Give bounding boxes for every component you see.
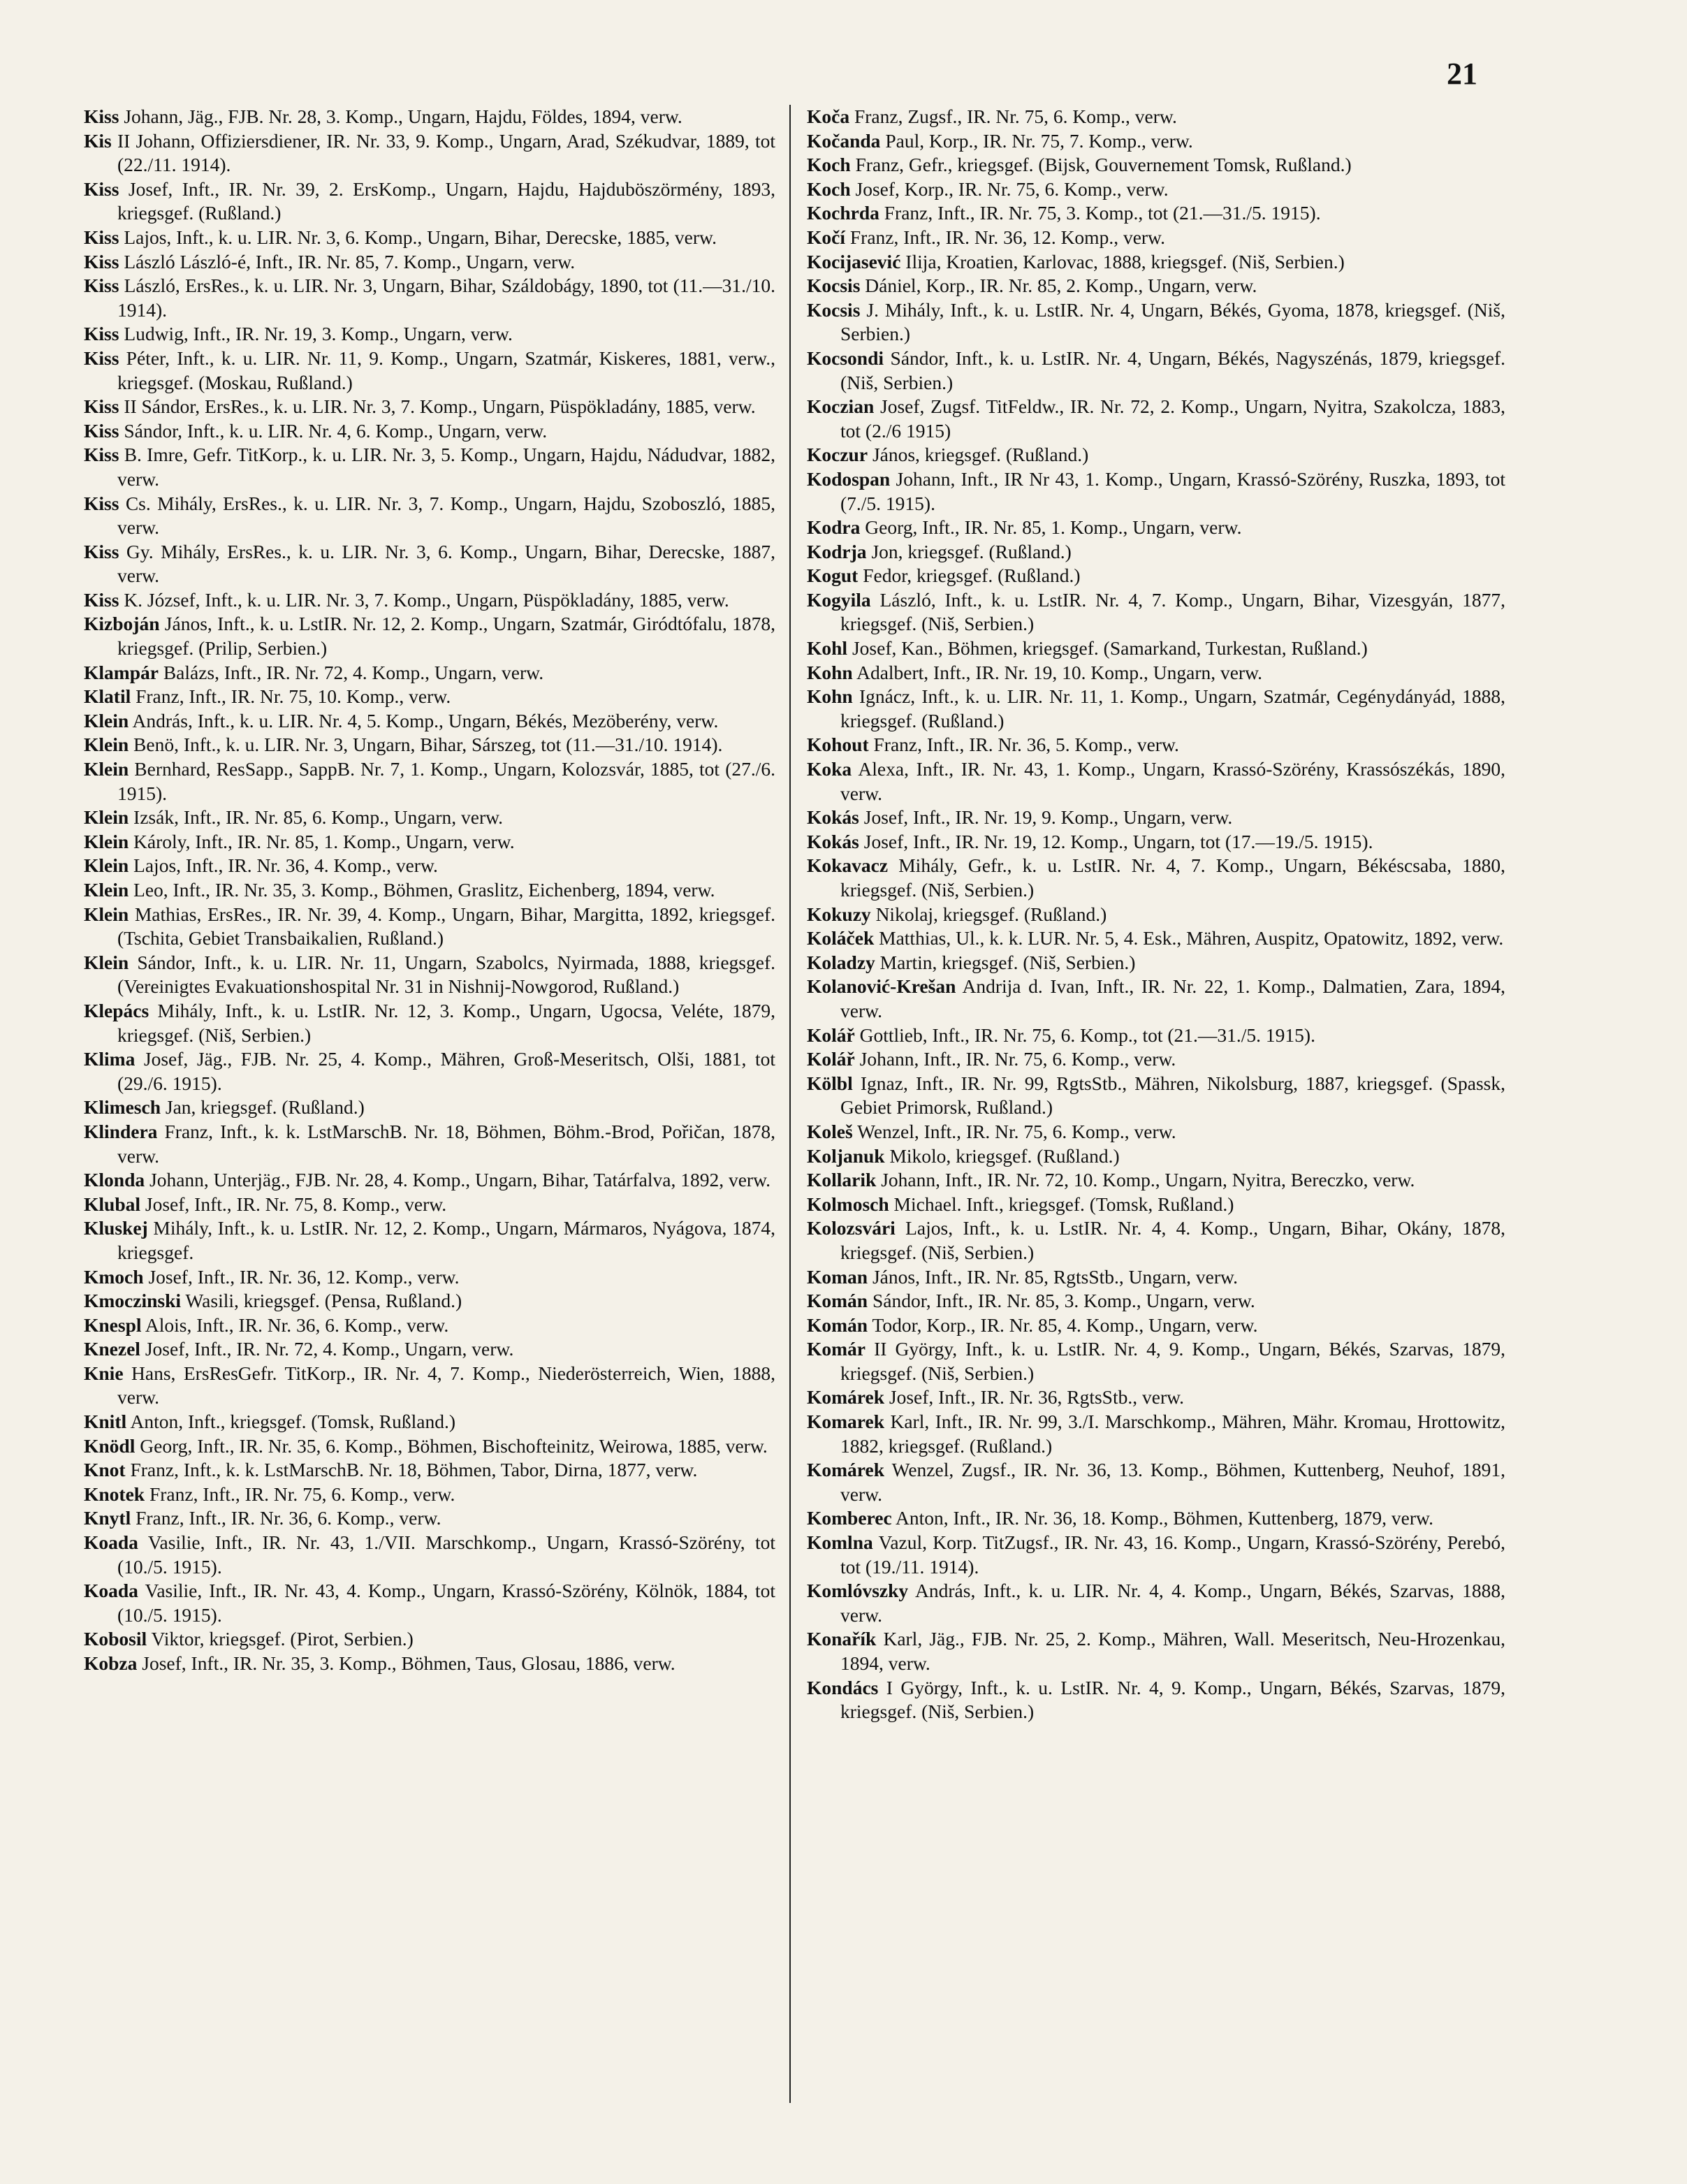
- entry-surname: Kohout: [807, 734, 869, 756]
- register-entry: [84, 1458, 775, 1483]
- entry-details: Josef, Inft., IR. Nr. 72, 4. Komp., Ungarn, verw.: [140, 1338, 514, 1360]
- entry-details: László László-é, Inft., IR. Nr. 85, 7. Komp., Ungarn, verw.: [119, 250, 576, 272]
- entry-details: Mihály, Inft., k. u. LstIR. Nr. 12, 3. Komp., Ungarn, Ugocsa, Veléte, 1879, kriegsgef. (Niš, Serbien.): [117, 999, 775, 1046]
- register-entry: [807, 951, 1505, 975]
- entry-surname: Koláček: [807, 927, 875, 949]
- entry-surname: Klein: [84, 734, 129, 756]
- entry-surname: Kiss: [84, 395, 119, 418]
- register-entry: [84, 1193, 775, 1217]
- register-entry: [807, 636, 1505, 661]
- entry-surname: Koch: [807, 177, 851, 200]
- entry-details: Matthias, Ul., k. k. LUR. Nr. 5, 4. Esk., Mähren, Auspitz, Opatowitz, 1892, verw.: [874, 927, 1504, 949]
- entry-surname: Klimesch: [84, 1096, 161, 1119]
- entry-surname: Knytl: [84, 1507, 131, 1529]
- entry-details: Alexa, Inft., IR. Nr. 43, 1. Komp., Ungarn, Krassó-Szörény, Krassószékás, 1890, verw.: [840, 758, 1505, 804]
- register-entry: [84, 226, 775, 250]
- right-column: [807, 105, 1505, 1724]
- register-entry: [84, 661, 775, 685]
- register-entry: [84, 347, 775, 395]
- entry-surname: Kokuzy: [807, 903, 871, 925]
- entry-surname: Klein: [84, 903, 129, 925]
- entry-surname: Kollarik: [807, 1169, 877, 1191]
- entry-details: Franz, Inft., k. k. LstMarschB. Nr. 18, Böhmen, Tabor, Dirna, 1877, verw.: [125, 1459, 698, 1481]
- entry-details: Josef, Jäg., FJB. Nr. 25, 4. Komp., Mähren, Groß-Meseritsch, Olši, 1881, tot (29./6. 1915).: [117, 1048, 775, 1094]
- entry-details: Fedor, kriegsgef. (Rußland.): [858, 565, 1081, 587]
- register-entry: [84, 1531, 775, 1579]
- entry-details: Gottlieb, Inft., IR. Nr. 75, 6. Komp., tot (21.—31./5. 1915).: [854, 1024, 1315, 1046]
- entry-surname: Kmoch: [84, 1265, 144, 1288]
- entry-surname: Klima: [84, 1048, 136, 1070]
- register-entry: [807, 1627, 1505, 1675]
- entry-details: I György, Inft., k. u. LstIR. Nr. 4, 9. Komp., Ungarn, Békés, Szarvas, 1879, kriegsgef. (Niš, Serbien.): [840, 1676, 1505, 1723]
- entry-surname: Kiss: [84, 226, 119, 248]
- entry-details: Ludwig, Inft., IR. Nr. 19, 3. Komp., Ungarn, verw.: [119, 323, 513, 345]
- entry-surname: Koka: [807, 758, 852, 780]
- register-entry: [84, 443, 775, 491]
- entry-surname: Kizboján: [84, 613, 160, 635]
- register-entry: [807, 685, 1505, 733]
- register-entry: [84, 709, 775, 734]
- entry-surname: Komlna: [807, 1531, 873, 1554]
- register-entry: [807, 757, 1505, 806]
- entry-surname: Kis: [84, 129, 112, 152]
- register-entry: [84, 1265, 775, 1290]
- entry-surname: Kočí: [807, 226, 845, 248]
- register-entry: [807, 1676, 1505, 1724]
- register-entry: [807, 201, 1505, 226]
- entry-details: Anton, Inft., kriegsgef. (Tomsk, Rußland.): [126, 1411, 455, 1433]
- entry-details: Franz, Inft., IR. Nr. 75, 10. Komp., verw.: [131, 685, 451, 708]
- register-entry: [807, 443, 1505, 467]
- entry-surname: Klein: [84, 758, 129, 780]
- entry-surname: Kiss: [84, 275, 119, 297]
- register-entry: [807, 733, 1505, 757]
- entry-details: Mikolo, kriegsgef. (Rußland.): [884, 1144, 1120, 1167]
- entry-details: Lajos, Inft., k. u. LIR. Nr. 3, 6. Komp., Ungarn, Bihar, Derecske, 1885, verw.: [119, 226, 717, 248]
- entry-details: János, Inft., k. u. LstIR. Nr. 12, 2. Komp., Ungarn, Szatmár, Giródtófalu, 1878, kriegsgef. (Prilip, Serbien.): [117, 613, 775, 660]
- entry-details: László, Inft., k. u. LstIR. Nr. 4, 7. Komp., Ungarn, Bihar, Vizesgyán, 1877, kriegsgef. (Niš, Serbien.): [840, 588, 1505, 635]
- entry-details: Vazul, Korp. TitZugsf., IR. Nr. 43, 16. Komp., Ungarn, Krassó-Szörény, Perebó, tot (19./11. 1914).: [840, 1531, 1505, 1578]
- entry-details: II Johann, Offiziersdiener, IR. Nr. 33, 9. Komp., Ungarn, Arad, Székudvar, 1889, tot (22./11. 1914).: [111, 129, 775, 176]
- register-entry: [807, 1337, 1505, 1385]
- entry-surname: Kodra: [807, 516, 861, 539]
- entry-details: Ignaz, Inft., IR. Nr. 99, RgtsStb., Mähren, Nikolsburg, 1887, kriegsgef. (Spassk, Gebiet Primorsk, Rußland.): [840, 1072, 1505, 1119]
- entry-details: Wenzel, Inft., IR. Nr. 75, 6. Komp., verw.: [852, 1120, 1176, 1142]
- entry-details: J. Mihály, Inft., k. u. LstIR. Nr. 4, Ungarn, Békés, Gyoma, 1878, kriegsgef. (Niš, Serbien.): [840, 298, 1505, 345]
- entry-surname: Kocsis: [807, 275, 861, 297]
- entry-details: Josef, Inft., IR. Nr. 75, 8. Komp., verw.: [140, 1193, 447, 1215]
- entry-details: László, ErsRes., k. u. LIR. Nr. 3, Ungarn, Bihar, Száldobágy, 1890, tot (11.—31./10. 1914).: [117, 275, 775, 321]
- entry-details: Nikolaj, kriegsgef. (Rußland.): [870, 903, 1107, 925]
- register-entry: [807, 1072, 1505, 1120]
- entry-details: Mihály, Inft., k. u. LstIR. Nr. 12, 2. Komp., Ungarn, Mármaros, Nyágova, 1874, kriegsgef.: [117, 1217, 775, 1263]
- entry-details: Ignácz, Inft., k. u. LIR. Nr. 11, 1. Komp., Ungarn, Szatmár, Cegénydányád, 1888, kriegsgef. (Rußland.): [840, 685, 1505, 731]
- entry-surname: Kobza: [84, 1652, 138, 1674]
- register-entry: [807, 129, 1505, 154]
- entry-details: Todor, Korp., IR. Nr. 85, 4. Komp., Ungarn, verw.: [868, 1313, 1258, 1336]
- register-entry: [84, 1579, 775, 1627]
- entry-details: Josef, Kan., Böhmen, kriegsgef. (Samarkand, Turkestan, Rußland.): [847, 637, 1368, 660]
- entry-surname: Klindera: [84, 1120, 158, 1142]
- register-entry: [807, 1531, 1505, 1579]
- entry-surname: Kogut: [807, 565, 859, 587]
- entry-details: Jon, kriegsgef. (Rußland.): [866, 540, 1072, 562]
- entry-details: Alois, Inft., IR. Nr. 36, 6. Komp., verw.: [141, 1313, 449, 1336]
- register-entry: [807, 153, 1505, 177]
- entry-details: Wasili, kriegsgef. (Pensa, Rußland.): [181, 1290, 462, 1312]
- entry-details: Péter, Inft., k. u. LIR. Nr. 11, 9. Komp., Ungarn, Szatmár, Kiskeres, 1881, verw., kriegsgef. (Moskau, Rußland.): [117, 347, 775, 393]
- entry-surname: Kodrja: [807, 540, 867, 562]
- entry-surname: Kocijasević: [807, 250, 901, 272]
- entry-surname: Koczur: [807, 444, 868, 466]
- entry-details: Cs. Mihály, ErsRes., k. u. LIR. Nr. 3, 7. Komp., Ungarn, Hajdu, Szoboszló, 1885, verw.: [117, 492, 775, 539]
- entry-details: Franz, Inft., IR. Nr. 36, 5. Komp., verw.: [868, 734, 1179, 756]
- entry-details: Sándor, Inft., k. u. LstIR. Nr. 4, Ungarn, Békés, Nagyszénás, 1879, kriegsgef. (Niš, Serbien.): [840, 347, 1505, 393]
- entry-details: Sándor, Inft., k. u. LIR. Nr. 11, Ungarn, Szabolcs, Nyirmada, 1888, kriegsgef. (Vereinigtes Evakuationshospital Nr. 31 in Nishnij-Nowgorod, Rußland.): [117, 951, 775, 998]
- register-entry: [807, 1410, 1505, 1458]
- entry-details: Johann, Jäg., FJB. Nr. 28, 3. Komp., Ungarn, Hajdu, Földes, 1894, verw.: [119, 105, 682, 127]
- entry-surname: Kokás: [807, 806, 859, 829]
- entry-surname: Klein: [84, 879, 129, 901]
- register-entry: [807, 854, 1505, 902]
- register-entry: [84, 903, 775, 951]
- entry-surname: Koman: [807, 1265, 868, 1288]
- register-entry: [84, 1168, 775, 1193]
- register-entry: [807, 1458, 1505, 1506]
- entry-details: Josef, Inft., IR. Nr. 36, RgtsStb., verw.: [884, 1386, 1185, 1408]
- entry-details: Johann, Unterjäg., FJB. Nr. 28, 4. Komp., Ungarn, Bihar, Tatárfalva, 1892, verw.: [145, 1169, 771, 1191]
- register-entry: [807, 226, 1505, 250]
- entry-surname: Komár: [807, 1338, 866, 1360]
- entry-surname: Knie: [84, 1362, 124, 1384]
- entry-details: Dániel, Korp., IR. Nr. 85, 2. Komp., Ungarn, verw.: [860, 275, 1257, 297]
- entry-details: Josef, Inft., IR. Nr. 19, 12. Komp., Ungarn, tot (17.—19./5. 1915).: [859, 830, 1373, 852]
- register-entry: [807, 1144, 1505, 1169]
- register-entry: [807, 1216, 1505, 1265]
- register-entry: [807, 1265, 1505, 1290]
- entry-details: Lajos, Inft., IR. Nr. 36, 4. Komp., verw.: [129, 854, 438, 877]
- entry-details: Bernhard, ResSapp., SappB. Nr. 7, 1. Komp., Ungarn, Kolozsvár, 1885, tot (27./6. 1915).: [117, 758, 775, 804]
- entry-details: Sándor, Inft., k. u. LIR. Nr. 4, 6. Komp., Ungarn, verw.: [119, 419, 548, 442]
- register-entry: [807, 1120, 1505, 1144]
- entry-surname: Kohl: [807, 637, 848, 660]
- entry-surname: Kolozsvári: [807, 1217, 896, 1239]
- register-entry: [807, 564, 1505, 588]
- register-entry: [807, 1193, 1505, 1217]
- entry-details: Andrija d. Ivan, Inft., IR. Nr. 22, 1. Komp., Dalmatien, Zara, 1894, verw.: [840, 975, 1505, 1021]
- register-entry: [807, 1168, 1505, 1193]
- entry-surname: Kodospan: [807, 467, 891, 490]
- entry-surname: Komán: [807, 1290, 868, 1312]
- register-entry: [807, 467, 1505, 516]
- entry-details: Franz, Inft., IR. Nr. 75, 6. Komp., verw.: [145, 1483, 455, 1505]
- entry-surname: Kiss: [84, 588, 119, 611]
- entry-surname: Kokavacz: [807, 854, 889, 877]
- register-entry: [807, 1289, 1505, 1313]
- register-entry: [84, 274, 775, 322]
- entry-surname: Kiss: [84, 323, 119, 345]
- entry-details: Johann, Inft., IR. Nr. 75, 6. Komp., verw.: [854, 1048, 1176, 1070]
- register-entry: [807, 1047, 1505, 1072]
- entry-surname: Kolmosch: [807, 1193, 889, 1215]
- register-entry: [84, 854, 775, 878]
- entry-details: Franz, Inft., k. k. LstMarschB. Nr. 18, Böhmen, Böhm.-Brod, Pořičan, 1878, verw.: [117, 1120, 775, 1167]
- entry-details: II Sándor, ErsRes., k. u. LIR. Nr. 3, 7. Komp., Ungarn, Püspökladány, 1885, verw.: [119, 395, 756, 418]
- entry-surname: Knödl: [84, 1434, 136, 1457]
- register-entry: [84, 177, 775, 226]
- entry-surname: Koladzy: [807, 951, 875, 973]
- entry-details: Benö, Inft., k. u. LIR. Nr. 3, Ungarn, Bihar, Sárszeg, tot (11.—31./10. 1914).: [129, 734, 723, 756]
- entry-details: Karl, Jäg., FJB. Nr. 25, 2. Komp., Mähren, Wall. Meseritsch, Neu-Hrozenkau, 1894, verw.: [840, 1628, 1505, 1674]
- entry-details: Georg, Inft., IR. Nr. 35, 6. Komp., Böhmen, Bischofteinitz, Weirowa, 1885, verw.: [135, 1434, 768, 1457]
- register-entry: [84, 733, 775, 757]
- entry-details: Hans, ErsResGefr. TitKorp., IR. Nr. 4, 7. Komp., Niederösterreich, Wien, 1888, verw.: [117, 1362, 775, 1408]
- register-entry: [807, 806, 1505, 830]
- page-number: 21: [1447, 57, 1477, 91]
- entry-surname: Kolář: [807, 1024, 855, 1046]
- register-entry: [84, 588, 775, 613]
- entry-details: Johann, Inft., IR Nr 43, 1. Komp., Ungarn, Krassó-Szörény, Ruszka, 1893, tot (7./5. 1915).: [840, 467, 1505, 514]
- entry-details: Johann, Inft., IR. Nr. 72, 10. Komp., Ungarn, Nyitra, Bereczko, verw.: [876, 1169, 1415, 1191]
- entry-details: Michael. Inft., kriegsgef. (Tomsk, Rußland.): [889, 1193, 1234, 1215]
- entry-surname: Konařík: [807, 1628, 877, 1650]
- entry-details: Lajos, Inft., k. u. LstIR. Nr. 4, 4. Komp., Ungarn, Bihar, Okány, 1878, kriegsgef. (Niš, Serbien.): [840, 1217, 1505, 1263]
- entry-surname: Klein: [84, 951, 129, 973]
- register-entry: [807, 250, 1505, 275]
- entry-surname: Knotek: [84, 1483, 145, 1505]
- register-entry: [84, 1216, 775, 1265]
- entry-surname: Klampár: [84, 661, 159, 683]
- entry-details: Ilija, Kroatien, Karlovac, 1888, kriegsgef. (Niš, Serbien.): [900, 250, 1345, 272]
- entry-surname: Kolanović-Krešan: [807, 975, 956, 998]
- register-entry: [807, 274, 1505, 298]
- register-entry: [84, 129, 775, 177]
- register-entry: [807, 830, 1505, 854]
- register-entry: [807, 516, 1505, 540]
- register-entry: [807, 540, 1505, 565]
- left-column: [84, 105, 775, 1676]
- entry-surname: Kiss: [84, 177, 119, 200]
- entry-details: Wenzel, Zugsf., IR. Nr. 36, 13. Komp., Böhmen, Kuttenberg, Neuhof, 1891, verw.: [840, 1459, 1505, 1505]
- entry-surname: Komarek: [807, 1411, 885, 1433]
- entry-details: Vasilie, Inft., IR. Nr. 43, 1./VII. Marschkomp., Ungarn, Krassó-Szörény, tot (10./5. 1915).: [117, 1531, 775, 1578]
- entry-surname: Koada: [84, 1580, 138, 1602]
- entry-details: András, Inft., k. u. LIR. Nr. 4, 4. Komp., Ungarn, Békés, Szarvas, 1888, verw.: [840, 1580, 1505, 1626]
- entry-surname: Kiss: [84, 540, 119, 562]
- entry-details: Josef, Zugsf. TitFeldw., IR. Nr. 72, 2. Komp., Ungarn, Nyitra, Szakolcza, 1883, tot (2./6 1915): [840, 395, 1505, 442]
- entry-surname: Kiss: [84, 105, 119, 127]
- entry-details: Vasilie, Inft., IR. Nr. 43, 4. Komp., Ungarn, Krassó-Szörény, Kölnök, 1884, tot (10./5. 1915).: [117, 1580, 775, 1626]
- entry-surname: Komán: [807, 1313, 868, 1336]
- entry-surname: Koada: [84, 1531, 138, 1554]
- entry-surname: Koča: [807, 105, 850, 127]
- entry-details: Josef, Korp., IR. Nr. 75, 6. Komp., verw.: [850, 177, 1169, 200]
- register-entry: [84, 419, 775, 444]
- register-entry: [84, 612, 775, 660]
- register-entry: [807, 975, 1505, 1023]
- entry-surname: Knezel: [84, 1338, 140, 1360]
- register-entry: [807, 1579, 1505, 1627]
- register-entry: [84, 685, 775, 709]
- entry-details: Franz, Inft., IR. Nr. 75, 3. Komp., tot (21.—31./5. 1915).: [879, 202, 1321, 224]
- entry-surname: Kohn: [807, 685, 853, 708]
- entry-surname: Komárek: [807, 1386, 885, 1408]
- entry-surname: Kiss: [84, 250, 119, 272]
- entry-surname: Kiss: [84, 492, 119, 514]
- entry-surname: Knespl: [84, 1313, 142, 1336]
- register-entry: [84, 1627, 775, 1652]
- entry-details: Mathias, ErsRes., IR. Nr. 39, 4. Komp., Ungarn, Bihar, Margitta, 1892, kriegsgef. (Tschita, Gebiet Transbaikalien, Rußland.): [117, 903, 775, 949]
- entry-details: Mihály, Gefr., k. u. LstIR. Nr. 4, 7. Komp., Ungarn, Békéscsaba, 1880, kriegsgef. (Niš, Serbien.): [840, 854, 1505, 901]
- entry-details: II György, Inft., k. u. LstIR. Nr. 4, 9. Komp., Ungarn, Békés, Szarvas, 1879, kriegsgef. (Niš, Serbien.): [840, 1338, 1505, 1384]
- register-entry: [84, 806, 775, 830]
- register-entry: [84, 951, 775, 999]
- register-entry: [807, 1024, 1505, 1048]
- register-entry: [84, 1120, 775, 1168]
- register-entry: [84, 105, 775, 129]
- register-entry: [807, 177, 1505, 202]
- entry-details: Franz, Inft., IR. Nr. 36, 12. Komp., verw.: [845, 226, 1166, 248]
- column-divider: [789, 105, 791, 2103]
- entry-details: Josef, Inft., IR. Nr. 19, 9. Komp., Ungarn, verw.: [859, 806, 1233, 829]
- entry-surname: Kocsis: [807, 298, 861, 321]
- entry-surname: Kočanda: [807, 129, 881, 152]
- register-entry: [84, 757, 775, 806]
- entry-surname: Kolář: [807, 1048, 855, 1070]
- entry-details: K. József, Inft., k. u. LIR. Nr. 3, 7. Komp., Ungarn, Püspökladány, 1885, verw.: [119, 588, 729, 611]
- entry-surname: Kobosil: [84, 1628, 147, 1650]
- register-entry: [807, 347, 1505, 395]
- register-entry: [84, 1095, 775, 1120]
- entry-surname: Kocsondi: [807, 347, 884, 369]
- entry-surname: Kmoczinski: [84, 1290, 182, 1312]
- entry-surname: Kiss: [84, 419, 119, 442]
- entry-details: Gy. Mihály, ErsRes., k. u. LIR. Nr. 3, 6. Komp., Ungarn, Bihar, Derecske, 1887, verw.: [117, 540, 775, 587]
- register-entry: [84, 1337, 775, 1362]
- entry-details: Adalbert, Inft., IR. Nr. 19, 10. Komp., Ungarn, verw.: [852, 661, 1263, 683]
- entry-surname: Kölbl: [807, 1072, 853, 1094]
- register-entry: [807, 1506, 1505, 1531]
- register-entry: [84, 1289, 775, 1313]
- entry-surname: Koczian: [807, 395, 875, 418]
- register-entry: [807, 661, 1505, 685]
- entry-details: Izsák, Inft., IR. Nr. 85, 6. Komp., Ungarn, verw.: [129, 806, 504, 829]
- entry-details: János, Inft., IR. Nr. 85, RgtsStb., Ungarn, verw.: [868, 1265, 1238, 1288]
- entry-surname: Klubal: [84, 1193, 141, 1215]
- entry-details: Franz, Gefr., kriegsgef. (Bijsk, Gouvernement Tomsk, Rußland.): [850, 154, 1352, 176]
- entry-details: Leo, Inft., IR. Nr. 35, 3. Komp., Böhmen, Graslitz, Eichenberg, 1894, verw.: [129, 879, 715, 901]
- entry-surname: Klatil: [84, 685, 131, 708]
- entry-surname: Kohn: [807, 661, 853, 683]
- entry-details: Josef, Inft., IR. Nr. 36, 12. Komp., verw.: [143, 1265, 460, 1288]
- register-entry: [807, 1385, 1505, 1410]
- register-entry: [84, 250, 775, 275]
- register-entry: [84, 830, 775, 854]
- entry-details: Josef, Inft., IR. Nr. 39, 2. ErsKomp., Ungarn, Hajdu, Hajduböszörmény, 1893, kriegsgef. (Rußland.): [117, 177, 775, 224]
- entry-surname: Kluskej: [84, 1217, 148, 1239]
- entry-surname: Koch: [807, 154, 851, 176]
- entry-details: Georg, Inft., IR. Nr. 85, 1. Komp., Ungarn, verw.: [860, 516, 1242, 539]
- entry-details: Jan, kriegsgef. (Rußland.): [161, 1096, 365, 1119]
- entry-surname: Koljanuk: [807, 1144, 885, 1167]
- register-entry: [807, 926, 1505, 951]
- register-entry: [807, 903, 1505, 927]
- entry-surname: Komberec: [807, 1507, 892, 1529]
- entry-details: Sándor, Inft., IR. Nr. 85, 3. Komp., Ungarn, verw.: [868, 1290, 1255, 1312]
- register-entry: [84, 540, 775, 588]
- register-entry: [807, 395, 1505, 443]
- entry-details: Franz, Inft., IR. Nr. 36, 6. Komp., verw.: [131, 1507, 441, 1529]
- entry-details: Viktor, kriegsgef. (Pirot, Serbien.): [147, 1628, 414, 1650]
- register-entry: [84, 1652, 775, 1676]
- entry-details: Josef, Inft., IR. Nr. 35, 3. Komp., Böhmen, Taus, Glosau, 1886, verw.: [137, 1652, 675, 1674]
- entry-details: Anton, Inft., IR. Nr. 36, 18. Komp., Böhmen, Kuttenberg, 1879, verw.: [891, 1507, 1433, 1529]
- register-entry: [84, 1506, 775, 1531]
- entry-details: András, Inft., k. u. LIR. Nr. 4, 5. Komp., Ungarn, Békés, Mezöberény, verw.: [129, 709, 719, 731]
- entry-surname: Klein: [84, 854, 129, 877]
- entry-surname: Kiss: [84, 347, 119, 369]
- entry-surname: Klein: [84, 709, 129, 731]
- entry-details: B. Imre, Gefr. TitKorp., k. u. LIR. Nr. 3, 5. Komp., Ungarn, Hajdu, Nádudvar, 1882, verw.: [117, 444, 775, 490]
- entry-surname: Kogyila: [807, 588, 871, 611]
- register-entry: [807, 588, 1505, 636]
- register-entry: [84, 395, 775, 419]
- register-entry: [84, 1410, 775, 1434]
- register-entry: [807, 298, 1505, 347]
- register-entry: [807, 1313, 1505, 1338]
- register-entry: [807, 105, 1505, 129]
- entry-surname: Knot: [84, 1459, 126, 1481]
- register-entry: [84, 1313, 775, 1338]
- entry-details: Karl, Inft., IR. Nr. 99, 3./I. Marschkomp., Mähren, Mähr. Kromau, Hrottowitz, 1882, kriegsgef. (Rußland.): [840, 1411, 1505, 1457]
- entry-surname: Kondács: [807, 1676, 879, 1698]
- register-entry: [84, 1483, 775, 1507]
- entry-surname: Kokás: [807, 830, 859, 852]
- entry-surname: Komárek: [807, 1459, 885, 1481]
- entry-surname: Klein: [84, 806, 129, 829]
- entry-details: Paul, Korp., IR. Nr. 75, 7. Komp., verw.: [880, 129, 1193, 152]
- entry-surname: Klonda: [84, 1169, 145, 1191]
- entry-surname: Knitl: [84, 1411, 127, 1433]
- entry-details: Franz, Zugsf., IR. Nr. 75, 6. Komp., verw.: [849, 105, 1177, 127]
- entry-details: Balázs, Inft., IR. Nr. 72, 4. Komp., Ungarn, verw.: [158, 661, 544, 683]
- entry-surname: Kiss: [84, 444, 119, 466]
- register-entry: [84, 492, 775, 540]
- entry-surname: Klepács: [84, 999, 149, 1021]
- register-entry: [84, 878, 775, 903]
- entry-details: Martin, kriegsgef. (Niš, Serbien.): [875, 951, 1136, 973]
- register-entry: [84, 1434, 775, 1459]
- entry-surname: Klein: [84, 830, 129, 852]
- register-entry: [84, 322, 775, 347]
- register-entry: [84, 1047, 775, 1095]
- entry-surname: Koleš: [807, 1120, 853, 1142]
- entry-surname: Komlóvszky: [807, 1580, 909, 1602]
- entry-surname: Kochrda: [807, 202, 879, 224]
- register-entry: [84, 1362, 775, 1410]
- entry-details: János, kriegsgef. (Rußland.): [868, 444, 1089, 466]
- entry-details: Károly, Inft., IR. Nr. 85, 1. Komp., Ungarn, verw.: [129, 830, 515, 852]
- register-entry: [84, 999, 775, 1047]
